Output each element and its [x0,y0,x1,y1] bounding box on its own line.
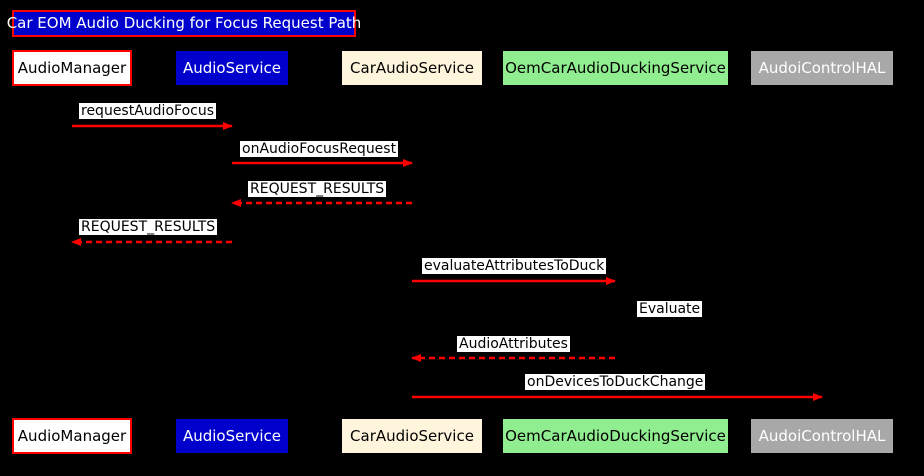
label-text: AudioAttributes [459,336,568,352]
message-label-audioAttributes [457,336,570,352]
participant-label: OemCarAudioDuckingService [505,426,726,445]
participant-label: AudoiControlHAL [758,58,886,77]
participant-oemcaraudioduckingservice-bottom[interactable] [502,418,729,454]
participant-audoicontrolhal-bottom[interactable] [750,418,894,454]
participant-audioservice-bottom[interactable] [175,418,289,454]
participant-audioservice-top[interactable] [175,50,289,86]
label-text: REQUEST_RESULTS [81,219,216,235]
participant-label: CarAudioService [350,58,474,77]
message-label-request-results-1 [248,181,386,197]
note-evaluate [637,301,702,317]
participant-label: AudoiControlHAL [758,426,886,445]
label-text: requestAudioFocus [81,103,214,119]
participant-caraudioservice-bottom[interactable] [341,418,483,454]
participant-audiomanager-bottom[interactable] [12,418,132,454]
label-text: Evaluate [639,301,701,317]
message-label-onDevicesToDuckChange [525,374,705,390]
participant-label: OemCarAudioDuckingService [505,58,726,77]
participant-label: CarAudioService [350,426,474,445]
label-text: onAudioFocusRequest [242,141,397,157]
participant-label: AudioService [182,426,282,445]
diagram-title-label: Car EOM Audio Ducking for Focus Request Path [6,14,362,32]
message-label-request-results-2 [79,219,217,235]
participant-audoicontrolhal-top[interactable] [750,50,894,86]
participant-label: AudioManager [17,58,127,77]
message-label-evaluateAttributesToDuck [422,258,606,274]
label-text: onDevicesToDuckChange [527,374,704,390]
message-label-onAudioFocusRequest [240,141,398,157]
label-text: evaluateAttributesToDuck [424,258,605,274]
diagram-title [6,10,362,37]
participant-audiomanager-top[interactable] [12,50,132,86]
participant-oemcaraudioduckingservice-top[interactable] [502,50,729,86]
participant-label: AudioService [182,58,282,77]
label-text: REQUEST_RESULTS [250,181,385,197]
message-label-requestAudioFocus [79,103,216,119]
participant-label: AudioManager [17,426,127,445]
participant-caraudioservice-top[interactable] [341,50,483,86]
